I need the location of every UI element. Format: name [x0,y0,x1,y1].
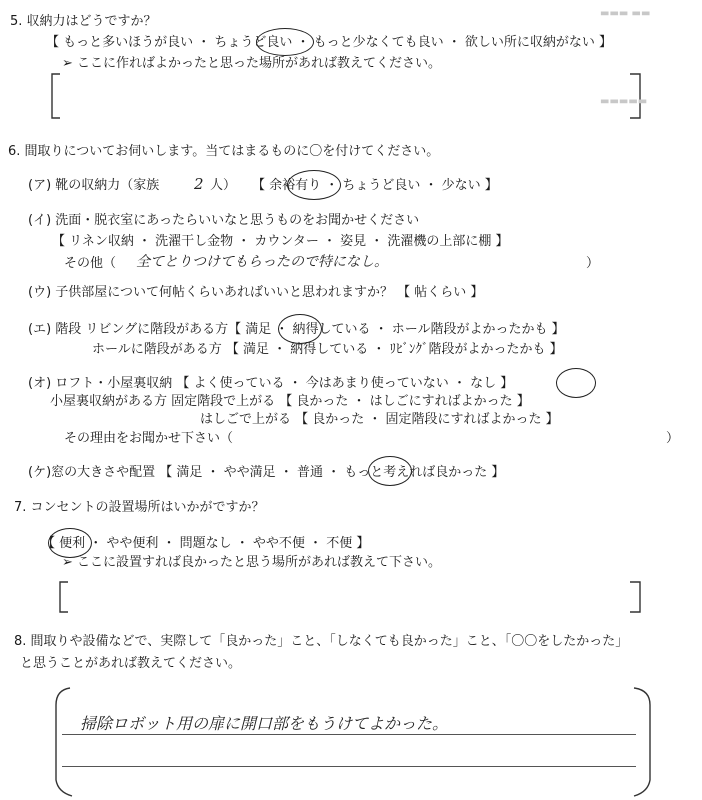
q8-line1: 8. 間取りや設備などで、実際して「良かった」こと、「しなくても良かった」こと、「〇〇をしたかった」 [14,634,629,649]
q6-a-family-count: 2 [194,175,204,193]
q8-line2: と思うことがあれば教えてください。 [20,656,242,671]
bleed-through-mark: ▬▬▬▬▬ [600,96,648,107]
q6-i-text: (イ) 洗面・脱衣室にあったらいいなと思うものをお聞かせください [28,213,420,228]
q6-o-row4-close: ） [666,431,680,446]
q6-title: 6. 間取りについてお伺いします。当てはまるものに〇を付けてください。 [8,144,440,159]
selection-circle [368,456,412,486]
q6-o-row3: はしごで上がる 【 良かった ・ 固定階段にすればよかった 】 [200,412,559,427]
q7-prompt: ➢ ここに設置すれば良かったと思う場所があれば教えて下さい。 [62,555,442,570]
q6-i-other-label: その他（ [64,256,117,271]
selection-circle [287,170,341,200]
q5-prompt: ➢ ここに作ればよかったと思った場所があれば教えてください。 [62,56,442,71]
answer-rule [62,766,636,767]
q6-o-row1: (オ) ロフト・小屋裏収納 【 よく使っている ・ 今はあまり使っていない ・ なし 】 [28,376,514,391]
selection-circle [48,528,92,558]
bleed-through-mark: ▬▬▬ ▬▬ [600,8,651,19]
q6-ke-text: (ケ)窓の大きさや配置 【 満足 ・ やや満足 ・ 普通 ・ もっと考えれば良かった 】 [28,465,505,480]
q8-answer: 掃除ロボット用の扉に開口部をもうけてよかった。 [80,714,449,733]
q7-title: 7. コンセントの設置場所はいかがですか？ [14,500,265,515]
q6-i-other-close: ） [586,256,600,271]
q5-options: 【 もっと多いほうが良い ・ ちょうど良い ・ もっと少なくても良い ・ 欲しい所に収納がない 】 [46,35,613,50]
q6-e-row2: ホールに階段がある方 【 満足 ・ 納得している ・ ﾘﾋﾞﾝｸﾞ階段がよかったかも 】 [92,342,563,357]
q6-i-options: 【 リネン収納 ・ 洗濯干し金物 ・ カウンター ・ 姿見 ・ 洗濯機の上部に棚 】 [52,234,509,249]
q6-a-options: 【 余裕有り ・ ちょうど良い ・ 少ない 】 [252,178,498,193]
q6-i-other-answer: 全てとりつけてもらったので特になし。 [136,254,388,270]
answer-rule [62,734,636,735]
q6-o-row4: その理由をお聞かせ下さい（ [64,431,234,446]
q7-options: 【 便利 ・ やや便利 ・ 問題なし ・ やや不便 ・ 不便 】 [42,536,370,551]
selection-circle [256,28,314,56]
q6-o-row2: 小屋裏収納がある方 固定階段で上がる 【 良かった ・ はしごにすればよかった 】 [50,394,530,409]
selection-circle [556,368,596,398]
q6-u-text: (ウ) 子供部屋について何帖くらいあればいいと思われますか？ 【 帖くらい 】 [28,285,484,300]
q6-a-text: (ア) 靴の収納力（家族 [28,178,160,193]
q6-a-unit: 人） [210,178,237,193]
q5-title: 5. 収納力はどうですか？ [10,14,157,29]
selection-circle [278,314,322,344]
q6-e-row1: (エ) 階段 リビングに階段がある方【 満足 ・ 納得している ・ ホール階段がよかったかも 】 [28,322,565,337]
